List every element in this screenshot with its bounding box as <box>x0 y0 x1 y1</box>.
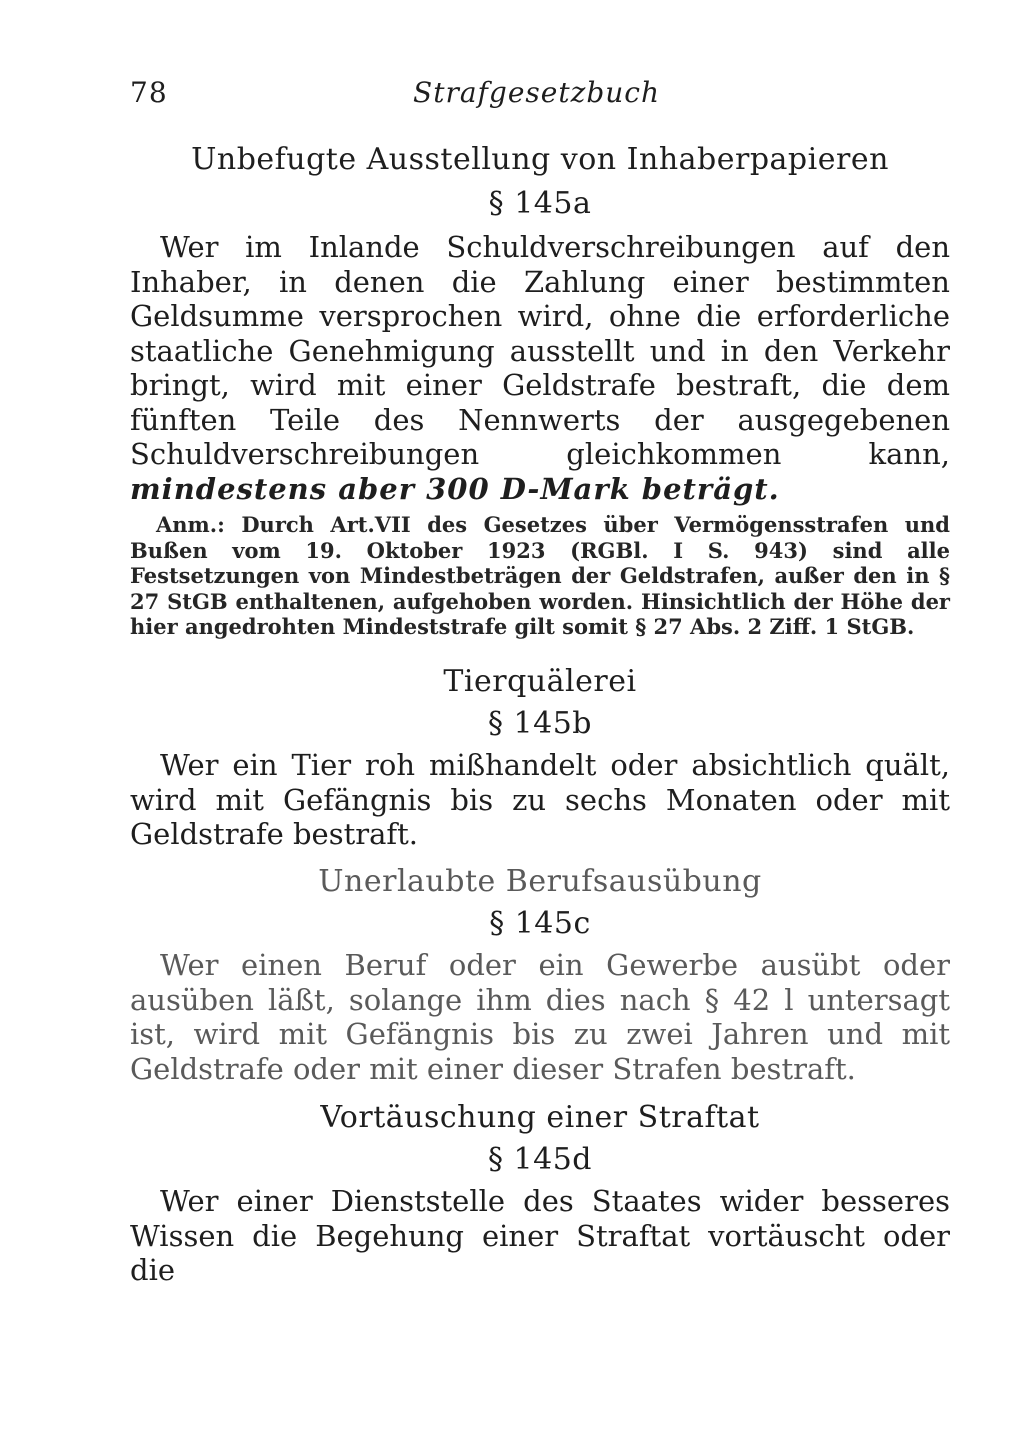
running-title: Strafgesetzbuch <box>413 76 660 109</box>
section-title-145c: Unerlaubte Berufsausübung <box>318 864 762 899</box>
section-text-145a-main: Wer im Inlande Schuldverschreibungen auf den Inhaber, in denen die Zahlung einer bestimmten Geldsumme versprochen wird, ohne die erforderliche staatliche Genehmigung ausstellt und in den Verkehr bringt, wird mit einer Geldstrafe bestraft, die dem fünften Teile des Nennwerts der ausgegebenen Schuldverschreibungen gleichkommen kann, <box>130 230 950 471</box>
section-title-145a: Unbefugte Ausstellung von Inhaberpapieren <box>191 142 889 177</box>
section-title-145b: Tierquälerei <box>443 664 637 699</box>
section-number-145a: § 145a <box>488 186 592 221</box>
section-text-145c-main: Wer einen Beruf oder ein Gewerbe ausübt oder ausüben läßt, solange ihm dies nach § 42 l untersagt ist, wird mit Gefängnis bis zu zwei Jahren und mit Geldstrafe oder mit einer dieser Strafen bestraft. <box>130 948 950 1086</box>
section-text-145a-emphasis: mindestens aber 300 D-Mark beträgt. <box>130 471 780 506</box>
section-text-145b-main: Wer ein Tier roh mißhandelt oder absichtlich quält, wird mit Gefängnis bis zu sechs Monaten oder mit Geldstrafe bestraft. <box>130 748 950 851</box>
section-number-145d: § 145d <box>487 1142 592 1177</box>
page-header <box>130 76 660 116</box>
page-number: 78 <box>130 76 168 109</box>
section-text-145b <box>130 748 950 852</box>
section-text-145d-main: Wer einer Dienststelle des Staates wider besseres Wissen die Begehung einer Straftat vortäuscht oder die <box>130 1184 950 1287</box>
section-number-145b: § 145b <box>487 706 592 741</box>
section-text-145a <box>130 230 950 506</box>
section-text-145c <box>130 948 950 1086</box>
section-text-145d <box>130 1184 950 1288</box>
section-number-145c: § 145c <box>489 906 591 941</box>
section-title-145d: Vortäuschung einer Straftat <box>320 1100 760 1135</box>
annotation-note-text: Anm.: Durch Art.VII des Gesetzes über Vermögensstrafen und Bußen vom 19. Oktober 1923 (RGBl. I S. 943) sind alle Festsetzungen von Mindestbeträgen der Geldstrafen, außer den in § 27 StGB enthaltenen, aufgehoben worden. Hinsichtlich der Höhe der hier angedrohten Mindeststrafe gilt somit § 27 Abs. 2 Ziff. 1 StGB. <box>130 512 950 639</box>
annotation-note-145a <box>130 512 950 640</box>
